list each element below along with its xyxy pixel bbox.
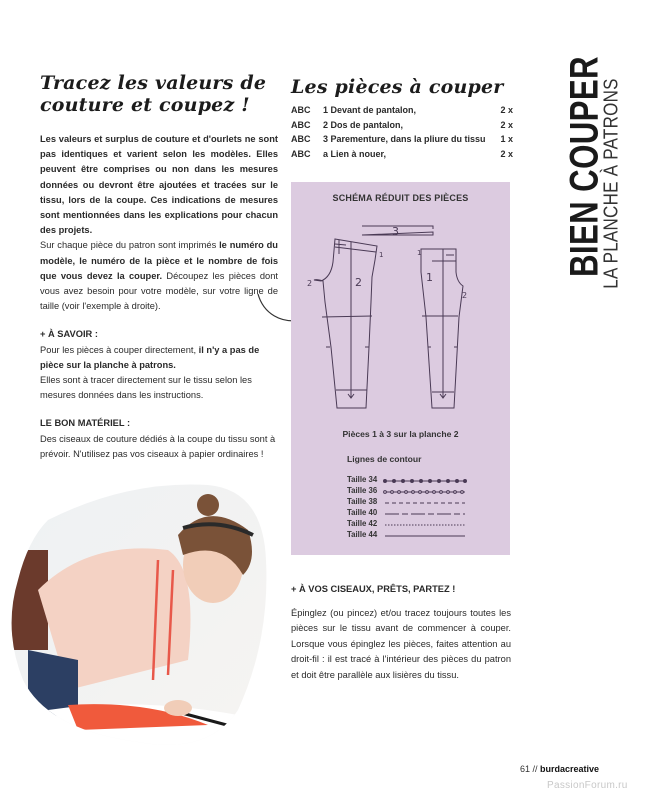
savoir-heading: + À SAVOIR : bbox=[40, 329, 98, 340]
savoir-paragraph: Pour les pièces à couper directement, il n'y a pas de pièce sur la planche à patrons. bbox=[40, 344, 260, 370]
size-legend-row: Taille 34 bbox=[347, 475, 378, 484]
vertical-title-sub: LA PLANCHE À PATRONS bbox=[600, 78, 623, 289]
svg-text:1: 1 bbox=[379, 251, 384, 259]
piece-row: ABC a Lien à nouer, 2 x bbox=[291, 148, 513, 159]
left-heading bbox=[40, 72, 280, 116]
materiel-paragraph: Des ciseaux de couture dédiés à la coupe du tissu sont à prévoir. N'utilisez pas vos ciseaux à papier ordinaires ! bbox=[40, 433, 276, 459]
svg-text:2: 2 bbox=[355, 276, 362, 289]
size-legend-row: Taille 42 bbox=[347, 519, 378, 528]
piece-row: ABC 1 Devant de pantalon, 2 x bbox=[291, 105, 513, 115]
pattern-schema-box bbox=[291, 182, 510, 555]
left-body bbox=[40, 132, 278, 462]
vertical-title-main: BIEN COUPER bbox=[562, 56, 607, 278]
piece-row: ABC 2 Dos de pantalon, 2 x bbox=[291, 119, 513, 130]
svg-text:2: 2 bbox=[462, 291, 468, 300]
pieces-list bbox=[291, 103, 513, 161]
page-footer bbox=[520, 764, 599, 774]
size-legend-row: Taille 40 bbox=[347, 508, 378, 517]
intro-paragraph: Les valeurs et surplus de couture et d'ourlets ne sont pas identiques et varient selon les modèles. Elles peuvent être comprises ou non dans les mesures données ou devront être ajoutées et tracées sur le tissu, lors de la coupe. Ces indications de mesures sont mentionnées dans les explications pour chacun des projets. bbox=[40, 134, 278, 236]
schema-title: SCHÉMA RÉDUIT DES PIÈCES bbox=[332, 193, 469, 203]
svg-text:1: 1 bbox=[426, 271, 433, 284]
left-heading-line1: Tracez les valeurs de bbox=[40, 72, 267, 94]
size-legend-row: Taille 44 bbox=[347, 530, 378, 539]
size-legend-row: Taille 38 bbox=[347, 497, 378, 506]
cutting-tips-section bbox=[291, 582, 511, 683]
svg-text:2: 2 bbox=[307, 279, 313, 288]
savoir-paragraph-2: Elles sont à tracer directement sur le tissu selon les mesures données dans les instructions. bbox=[40, 375, 252, 401]
piece-row: ABC 3 Parementure, dans la pliure du tissu 1 x bbox=[291, 134, 513, 144]
brand-logo: burdacreative bbox=[540, 764, 600, 774]
materiel-heading: LE BON MATÉRIEL : bbox=[40, 418, 131, 429]
watermark: PassionForum.ru bbox=[547, 780, 628, 791]
pieces-heading: Les pièces à couper bbox=[291, 76, 504, 98]
contour-legend-title: Lignes de contour bbox=[347, 454, 422, 464]
contour-line-samples bbox=[383, 475, 468, 541]
svg-text:1: 1 bbox=[417, 249, 422, 257]
vertical-title bbox=[545, 56, 625, 310]
pattern-info-paragraph: Sur chaque pièce du patron sont imprimés le numéro du modèle, le numéro de la pièce et le nombre de fois que vous devez la couper. Découpez les pièces dont vous avez besoin pour votre modèle, sur votre ligne de taille (voir l'exemple à droite). bbox=[40, 240, 278, 312]
left-heading-line2: couture et coupez ! bbox=[40, 94, 250, 116]
planche-reference: Pièces 1 à 3 sur la planche 2 bbox=[342, 429, 459, 439]
page-number: 61 // bbox=[520, 764, 538, 774]
cutting-tips-paragraph: Épinglez (ou pincez) et/ou tracez toujours toutes les pièces sur le tissu avant de commencer à couper. Lorsque vous épinglez les pièces, faites attention au droit-fil : il est tracé à l'intérieur des pièces du patron et doit être parallèle aux lisières du tissu. bbox=[291, 607, 511, 680]
svg-text:3: 3 bbox=[392, 225, 399, 238]
cutting-tips-heading: + À VOS CISEAUX, PRÊTS, PARTEZ ! bbox=[291, 584, 456, 594]
size-legend-row: Taille 36 bbox=[347, 486, 378, 495]
sewing-woman-photo bbox=[8, 480, 268, 750]
